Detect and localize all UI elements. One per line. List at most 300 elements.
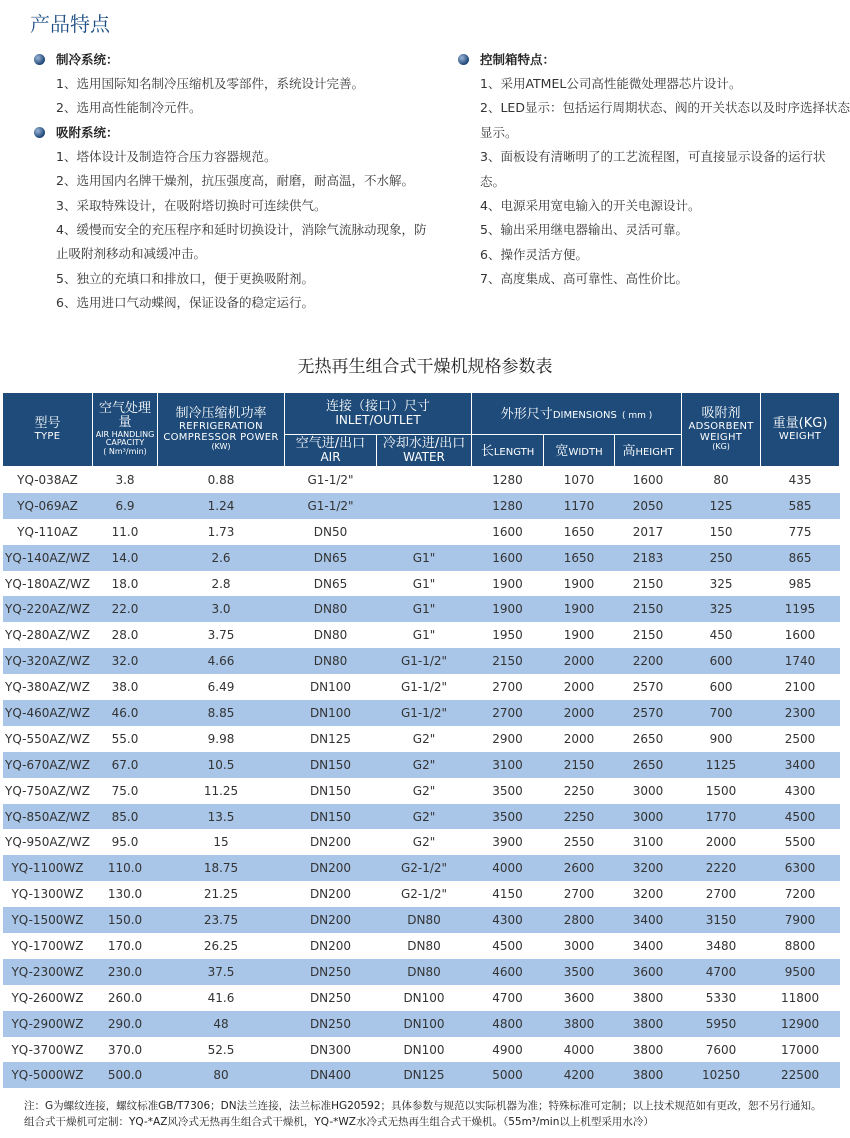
table-cell: 2700 (705, 887, 737, 902)
table-cell: 2570 (632, 680, 664, 695)
table-cell: 3100 (632, 835, 664, 850)
table-cell: 4700 (682, 959, 761, 985)
table-cell: 1.24 (158, 493, 285, 519)
table-cell: 325 (682, 596, 761, 622)
table-cell: G1-1/2" (377, 700, 472, 726)
table-row (3, 674, 840, 700)
table-cell: G2" (377, 804, 472, 830)
table-cell: 2183 (615, 545, 682, 571)
feature-line: 2、LED显示：包括运行周期状态、阀的开关状态以及时序选择状态显示。 (480, 100, 850, 140)
table-cell: 3400 (615, 907, 682, 933)
table-row (3, 752, 840, 778)
table-cell: 2017 (632, 524, 664, 539)
feature-line: 1、塔体设计及制造符合压力容器规范。 (56, 148, 277, 164)
table-cell: 3.8 (115, 472, 135, 487)
header-width: 宽WIDTH (544, 435, 615, 467)
table-cell: 4300 (784, 783, 816, 798)
table-cell: YQ-1100WZ (3, 855, 93, 881)
table-cell: G2" (412, 835, 436, 850)
table-cell: 250 (682, 545, 761, 571)
table-cell: YQ-038AZ (17, 472, 78, 487)
table-cell: 2570 (615, 700, 682, 726)
table-cell: 1900 (492, 576, 523, 591)
table-cell: 14.0 (93, 545, 158, 571)
table-row (3, 545, 840, 571)
feature-line: 3、采取特殊设计，在吸附塔切换时可连续供气。 (56, 197, 327, 213)
table-cell: 80 (158, 1062, 285, 1088)
table-cell: 3150 (682, 907, 761, 933)
table-cell: YQ-950AZ/WZ (5, 835, 90, 850)
table-cell: 585 (761, 493, 840, 519)
header-compressor-power: 制冷压缩机功率 REFRIGERATION COMPRESSOR POWER (KW) (158, 393, 285, 467)
table-cell: 10250 (682, 1062, 761, 1088)
table-cell: 3900 (492, 835, 523, 850)
table-cell: 3200 (632, 887, 664, 902)
table-row (3, 493, 840, 519)
table-cell: YQ-550AZ/WZ (5, 731, 90, 746)
table-cell: 15 (213, 835, 229, 850)
table-cell: G1" (377, 596, 472, 622)
table-row (3, 700, 840, 726)
table-cell: G2-1/2" (377, 855, 472, 881)
table-cell: 4900 (492, 1042, 523, 1057)
table-cell: 3400 (632, 938, 664, 953)
feature-line: 1、选用国际知名制冷压缩机及零部件，系统设计完善。 (56, 76, 364, 91)
table-cell: 4000 (472, 855, 544, 881)
table-cell: 1170 (544, 493, 615, 519)
table-cell: 2000 (705, 835, 737, 850)
bullet-icon (458, 54, 469, 65)
bullet-icon (34, 127, 45, 138)
table-cell (377, 493, 472, 519)
section-heading-control-box: 控制箱特点： (458, 48, 850, 72)
table-cell: 1900 (472, 596, 544, 622)
table-cell: G1" (377, 545, 472, 571)
table-cell: 2150 (544, 752, 615, 778)
table-cell: 3800 (632, 990, 664, 1005)
table-cell: 4200 (544, 1062, 615, 1088)
table-row (3, 959, 840, 985)
table-cell: 6.9 (93, 493, 158, 519)
table-cell: YQ-280AZ/WZ (5, 628, 90, 643)
table-cell: 290.0 (93, 1011, 158, 1037)
header-connection: 连接（接口）尺寸 INLET/OUTLET (285, 393, 472, 435)
table-cell: 41.6 (207, 990, 235, 1005)
header-dimensions: 外形尺寸DIMENSIONS ( mm ) (472, 393, 682, 435)
feature-line: 5、输出采用继电器输出、灵活可靠。 (480, 222, 688, 238)
table-cell: 18.75 (158, 855, 285, 881)
table-cell: 230.0 (93, 959, 158, 985)
footnote-line: 组合式干燥机可定制：YQ-*AZ风冷式无热再生组合式干燥机，YQ-*WZ水冷式无热再生组合式干燥机。（55m³/min以上机型采用水冷） (24, 1116, 654, 1128)
table-cell: 10.5 (158, 752, 285, 778)
table-cell: YQ-069AZ (3, 493, 93, 519)
table-cell: 2700 (563, 887, 595, 902)
table-cell: 2300 (761, 700, 840, 726)
table-cell: DN100 (377, 1011, 472, 1037)
header-air-io: 空气进/出口 AIR (285, 435, 377, 467)
table-cell: 3480 (705, 938, 737, 953)
table-cell: 21.25 (203, 887, 239, 902)
table-cell: DN250 (309, 990, 352, 1005)
table-cell: DN100 (309, 680, 352, 695)
table-cell: 865 (761, 545, 840, 571)
table-cell: 325 (709, 576, 733, 591)
table-cell: 150.0 (93, 907, 158, 933)
table-cell: 2.6 (158, 545, 285, 571)
table-cell: 17000 (780, 1042, 820, 1057)
table-cell: 600 (682, 648, 761, 674)
left-feature-column (34, 48, 434, 316)
table-cell: DN400 (285, 1062, 377, 1088)
feature-line: 4、电源采用宽电输入的开关电源设计。 (480, 198, 701, 214)
table-cell: 1900 (563, 576, 595, 591)
table-cell: 5500 (784, 835, 816, 850)
table-cell: 26.25 (203, 938, 239, 953)
table-cell: 5950 (682, 1011, 761, 1037)
table-cell: 7600 (705, 1042, 737, 1057)
table-cell: 3800 (544, 1011, 615, 1037)
feature-line: 6、操作灵活方便。 (480, 246, 588, 262)
table-cell: 170.0 (107, 938, 143, 953)
table-cell: 48 (158, 1011, 285, 1037)
table-row (3, 622, 840, 648)
table-cell: YQ-380AZ/WZ (5, 680, 90, 695)
table-cell: 3500 (544, 959, 615, 985)
table-cell: 1900 (544, 596, 615, 622)
table-cell: 2220 (682, 855, 761, 881)
table-cell: DN150 (285, 804, 377, 830)
table-cell: DN80 (285, 596, 377, 622)
table-cell: YQ-110AZ (17, 524, 78, 539)
table-cell: 2150 (632, 628, 664, 643)
table-row (3, 804, 840, 830)
table-cell: YQ-140AZ/WZ (3, 545, 93, 571)
table-cell: YQ-2300WZ (3, 959, 93, 985)
table-cell: 75.0 (111, 783, 139, 798)
table-cell: G1-1/2" (285, 493, 377, 519)
table-cell: 1280 (492, 472, 523, 487)
table-cell: 7200 (784, 887, 816, 902)
table-cell: 3.0 (158, 596, 285, 622)
table-cell: 2650 (615, 752, 682, 778)
header-adsorbent: 吸附剂 ADSORBENT WEIGHT (KG) (682, 393, 761, 467)
table-cell: 2050 (615, 493, 682, 519)
table-row (3, 519, 840, 545)
table-cell: 1650 (544, 545, 615, 571)
table-cell: DN100 (403, 1042, 445, 1057)
table-cell: 9500 (761, 959, 840, 985)
table-row (3, 571, 840, 597)
table-cell: 2150 (615, 596, 682, 622)
table-cell: 22.0 (93, 596, 158, 622)
table-cell: 2000 (563, 680, 595, 695)
header-water-io: 冷却水进/出口 WATER (377, 435, 472, 467)
table-cell: 18.0 (111, 576, 139, 591)
table-cell: DN200 (309, 938, 352, 953)
table-row (3, 985, 840, 1011)
table-cell: 1125 (682, 752, 761, 778)
table-cell: YQ-670AZ/WZ (3, 752, 93, 778)
table-cell: YQ-180AZ/WZ (5, 576, 90, 591)
table-cell: 2700 (472, 700, 544, 726)
table-cell: 2000 (544, 648, 615, 674)
table-row (3, 907, 840, 933)
table-cell: G2" (377, 752, 472, 778)
table-cell (377, 467, 472, 493)
table-cell: 55.0 (111, 731, 139, 746)
table-cell: 370.0 (107, 1042, 143, 1057)
table-cell: 500.0 (93, 1062, 158, 1088)
table-cell: 2000 (544, 700, 615, 726)
header-weight: 重量(KG) WEIGHT (761, 393, 840, 467)
table-cell: 3600 (615, 959, 682, 985)
table-cell: YQ-320AZ/WZ (3, 648, 93, 674)
table-cell: 775 (788, 524, 812, 539)
table-row (3, 596, 840, 622)
table-cell: DN200 (309, 887, 352, 902)
table-cell: YQ-220AZ/WZ (3, 596, 93, 622)
table-cell: 3600 (563, 990, 595, 1005)
feature-line: 4、缓慢而安全的充压程序和延时切换设计，消除气流脉动现象，防止吸附剂移动和减缓冲击。 (56, 222, 427, 262)
table-cell: 1195 (761, 596, 840, 622)
table-cell: 2550 (563, 835, 595, 850)
table-cell: 38.0 (111, 680, 139, 695)
table-cell: YQ-5000WZ (3, 1062, 93, 1088)
table-cell: YQ-3700WZ (11, 1042, 84, 1057)
table-cell: 1600 (784, 628, 816, 643)
table-cell: 5000 (472, 1062, 544, 1088)
table-cell: 2500 (784, 731, 816, 746)
table-cell: G2" (412, 731, 436, 746)
table-row (3, 855, 840, 881)
table-cell: 37.5 (158, 959, 285, 985)
table-cell: 2650 (632, 731, 664, 746)
table-cell: 22500 (761, 1062, 840, 1088)
table-cell: 2900 (492, 731, 523, 746)
table-cell: 5330 (705, 990, 737, 1005)
table-cell: 3500 (492, 783, 523, 798)
bullet-icon (34, 54, 45, 65)
table-cell: 23.75 (158, 907, 285, 933)
table-row (3, 778, 840, 804)
table-cell: 1280 (472, 493, 544, 519)
table-cell: 67.0 (93, 752, 158, 778)
table-row (3, 467, 840, 493)
table-cell: DN80 (377, 959, 472, 985)
table-row (3, 648, 840, 674)
footnotes (24, 1098, 822, 1130)
table-cell: 9.98 (207, 731, 235, 746)
table-cell (377, 519, 472, 545)
table-cell: YQ-750AZ/WZ (5, 783, 90, 798)
table-cell: 1070 (563, 472, 595, 487)
table-cell: 900 (709, 731, 733, 746)
table-cell: DN300 (309, 1042, 352, 1057)
table-cell: DN100 (285, 700, 377, 726)
table-cell: G1" (412, 576, 436, 591)
table-cell: 85.0 (93, 804, 158, 830)
table-cell: 1950 (492, 628, 523, 643)
table-cell: 260.0 (107, 990, 143, 1005)
table-cell: 3000 (615, 804, 682, 830)
table-cell: 700 (682, 700, 761, 726)
table-cell: DN80 (285, 648, 377, 674)
table-cell: DN125 (377, 1062, 472, 1088)
table-cell: DN65 (285, 545, 377, 571)
table-cell: 6300 (761, 855, 840, 881)
table-cell: 1500 (705, 783, 737, 798)
header-height: 高HEIGHT (615, 435, 682, 467)
table-cell: 7900 (761, 907, 840, 933)
table-cell: YQ-2600WZ (11, 990, 84, 1005)
table-cell: 125 (682, 493, 761, 519)
table-cell: 3000 (563, 938, 595, 953)
table-row (3, 933, 840, 959)
table-cell: YQ-1700WZ (11, 938, 84, 953)
table-cell: 4500 (492, 938, 523, 953)
table-cell: DN200 (309, 835, 352, 850)
table-cell: 130.0 (107, 887, 143, 902)
table-cell: 52.5 (207, 1042, 235, 1057)
table-cell: DN250 (285, 1011, 377, 1037)
table-cell: 3500 (472, 804, 544, 830)
table-cell: YQ-2900WZ (3, 1011, 93, 1037)
table-cell: 4700 (492, 990, 523, 1005)
table-cell: 600 (709, 680, 733, 695)
table-cell: G2-1/2" (400, 887, 448, 902)
table-cell: DN80 (407, 938, 441, 953)
table-cell: DN200 (285, 855, 377, 881)
table-cell: 2200 (615, 648, 682, 674)
table-cell: DN200 (285, 907, 377, 933)
feature-line: 5、独立的充填口和排放口，便于更换吸附剂。 (56, 270, 314, 286)
table-cell: 435 (788, 472, 812, 487)
table-cell: 2100 (784, 680, 816, 695)
feature-line: 7、高度集成、高可靠性、高性价比。 (480, 271, 688, 287)
table-cell: DN150 (309, 783, 352, 798)
table-row (3, 1011, 840, 1037)
table-cell: 1900 (563, 628, 595, 643)
table-cell: DN150 (285, 752, 377, 778)
table-cell: YQ-460AZ/WZ (3, 700, 93, 726)
table-cell: 2150 (632, 576, 664, 591)
table-cell: 8.85 (158, 700, 285, 726)
footnote-line: 注：G为螺纹连接，螺纹标准GB/T7306；DN法兰连接，法兰标准HG20592；具体参数与规范以实际机器为准；特殊标准可定制；以上技术规范如有更改，恕不另行通知。 (24, 1100, 822, 1112)
table-title: 无热再生组合式干燥机规格参数表 (297, 357, 553, 377)
table-cell: 1600 (632, 472, 664, 487)
table-cell: 2150 (472, 648, 544, 674)
table-cell: DN80 (313, 628, 348, 643)
table-cell: 1600 (492, 524, 523, 539)
table-cell: YQ-850AZ/WZ (3, 804, 93, 830)
page-title: 产品特点 (30, 12, 110, 36)
table-cell: 3800 (615, 1062, 682, 1088)
feature-line: 3、面板设有清晰明了的工艺流程图，可直接显示设备的运行状态。 (480, 149, 826, 189)
table-cell: 150 (709, 524, 733, 539)
table-cell: 95.0 (111, 835, 139, 850)
table-cell: 3400 (761, 752, 840, 778)
table-row (3, 1062, 840, 1088)
table-cell: G1" (412, 628, 436, 643)
table-cell: 3800 (632, 1042, 664, 1057)
table-cell: 0.88 (207, 472, 235, 487)
section-heading-refrigeration: 制冷系统： (34, 48, 434, 72)
table-cell: 4000 (563, 1042, 595, 1057)
table-cell: 4300 (472, 907, 544, 933)
table-cell: G1-1/2" (307, 472, 354, 487)
table-cell: DN65 (313, 576, 348, 591)
right-feature-column (458, 48, 850, 292)
table-cell: 11800 (780, 990, 820, 1005)
table-cell: 4500 (761, 804, 840, 830)
table-cell: 2800 (544, 907, 615, 933)
table-cell: 1600 (472, 545, 544, 571)
spec-table-body (3, 467, 840, 1089)
table-cell: 3800 (615, 1011, 682, 1037)
table-cell: 46.0 (93, 700, 158, 726)
table-cell: 4800 (472, 1011, 544, 1037)
table-cell: YQ-1300WZ (11, 887, 84, 902)
table-cell: 1740 (761, 648, 840, 674)
table-cell: 4150 (492, 887, 523, 902)
table-row (3, 726, 840, 752)
table-cell: 11.25 (203, 783, 239, 798)
table-cell: 1650 (563, 524, 595, 539)
spec-table (2, 392, 840, 1088)
table-cell: 450 (709, 628, 733, 643)
table-cell: 11.0 (111, 524, 139, 539)
table-row (3, 829, 840, 855)
table-row (3, 1037, 840, 1063)
table-cell: 2700 (492, 680, 523, 695)
table-cell: G1-1/2" (377, 648, 472, 674)
table-cell: 985 (788, 576, 812, 591)
table-cell: 2600 (544, 855, 615, 881)
table-cell: YQ-1500WZ (3, 907, 93, 933)
feature-line: 1、采用ATMEL公司高性能微处理器芯片设计。 (480, 76, 742, 91)
table-cell: 2250 (544, 804, 615, 830)
table-cell: 110.0 (93, 855, 158, 881)
header-length: 长LENGTH (472, 435, 544, 467)
table-cell: 3100 (472, 752, 544, 778)
table-cell: 1770 (682, 804, 761, 830)
table-cell: 1.73 (207, 524, 235, 539)
table-cell: 8800 (784, 938, 816, 953)
table-cell: 2.8 (211, 576, 231, 591)
table-row (3, 881, 840, 907)
table-cell: G2" (412, 783, 436, 798)
feature-line: 2、选用国内名牌干燥剂，抗压强度高，耐磨，耐高温，不水解。 (56, 173, 414, 189)
table-cell: 28.0 (111, 628, 139, 643)
table-cell: 4600 (472, 959, 544, 985)
table-cell: DN80 (377, 907, 472, 933)
table-cell: 12900 (761, 1011, 840, 1037)
table-cell: 3.75 (207, 628, 235, 643)
table-cell: 32.0 (93, 648, 158, 674)
feature-line: 6、选用进口气动蝶阀，保证设备的稳定运行。 (56, 295, 314, 311)
table-cell: 80 (713, 472, 729, 487)
table-cell: 6.49 (207, 680, 235, 695)
table-cell: DN125 (309, 731, 352, 746)
table-cell: DN50 (313, 524, 348, 539)
section-heading-adsorption: 吸附系统： (34, 121, 434, 145)
table-cell: DN100 (403, 990, 445, 1005)
feature-line: 2、选用高性能制冷元件。 (56, 100, 202, 116)
table-cell: 2000 (563, 731, 595, 746)
table-cell: 3000 (632, 783, 664, 798)
table-cell: G1-1/2" (400, 680, 448, 695)
table-cell: 13.5 (158, 804, 285, 830)
